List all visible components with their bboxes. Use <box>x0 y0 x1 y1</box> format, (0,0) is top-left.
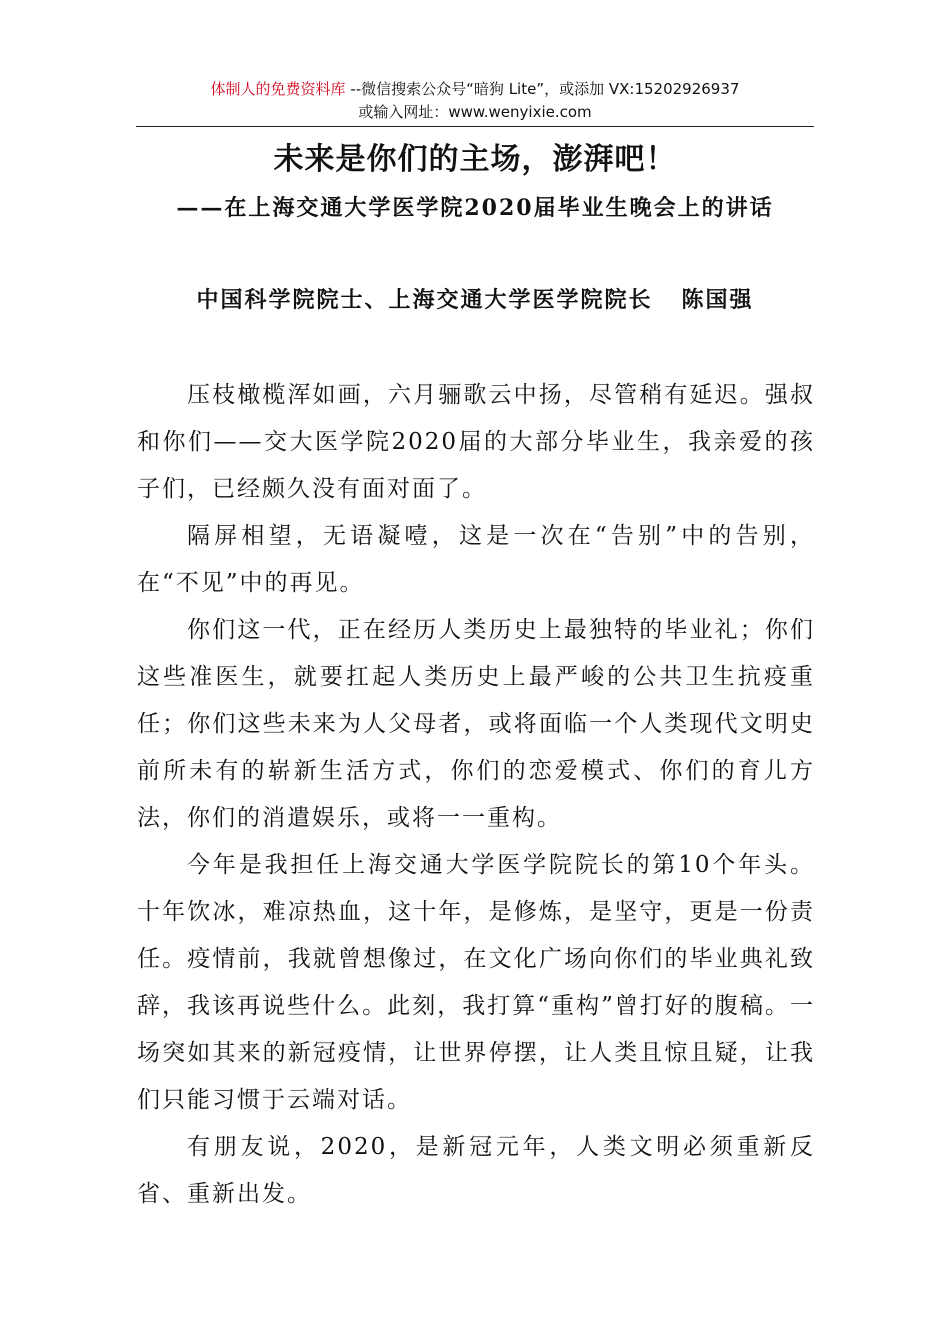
document-subtitle: ——在上海交通大学医学院2020届毕业生晚会上的讲话 <box>176 195 774 221</box>
header-line-1 <box>136 78 814 101</box>
body-paragraph: 今年是我担任上海交通大学医学院院长的第10个年头。十年饮冰，难凉热血，这十年，是修炼，是坚守，更是一份责任。疫情前，我就曾想像过，在文化广场向你们的毕业典礼致辞，我该再说些什么。此刻，我打算“重构”曾打好的腹稿。一场突如其来的新冠疫情，让世界停摆，让人类且惊且疑，让我们只能习惯于云端对话。 <box>137 852 815 1113</box>
header-website: 或输入网址：www.wenyixie.com <box>358 103 592 121</box>
body-paragraph: 有朋友说，2020，是新冠元年，人类文明必须重新反省、重新出发。 <box>137 1134 815 1207</box>
document-author: 中国科学院院士、上海交通大学医学院院长 陈国强 <box>196 287 754 313</box>
body-paragraph: 你们这一代，正在经历人类历史上最独特的毕业礼；你们这些准医生，就要扛起人类历史上最严峻的公共卫生抗疫重任；你们这些未来为人父母者，或将面临一个人类现代文明史前所未有的崭新生活方式，你们的恋爱模式、你们的育儿方法，你们的消遣娱乐，或将一一重构。 <box>137 617 815 831</box>
document-body <box>137 372 815 1218</box>
header-brand: 体制人的免费资料库 <box>210 80 346 98</box>
header-promo: --微信搜索公众号“暗狗 Lite”，或添加 VX:15202926937 <box>345 80 740 98</box>
body-paragraph: 压枝橄榄浑如画，六月骊歌云中扬，尽管稍有延迟。强叔和你们——交大医学院2020届的大部分毕业生，我亲爱的孩子们，已经颇久没有面对面了。 <box>137 382 815 502</box>
body-paragraph: 隔屏相望，无语凝噎，这是一次在“告别”中的告别，在“不见”中的再见。 <box>137 523 815 596</box>
document-title: 未来是你们的主场，澎湃吧！ <box>273 142 677 177</box>
header-divider <box>136 126 814 127</box>
page-header <box>136 78 814 124</box>
